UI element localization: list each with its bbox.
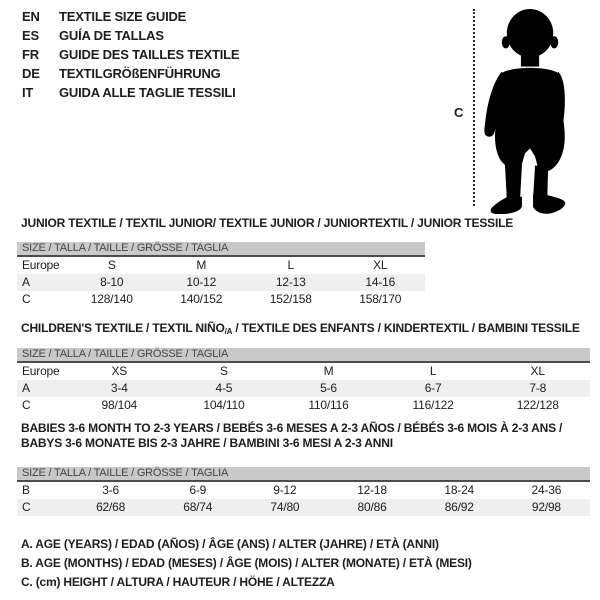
value-cell: 74/80	[270, 500, 300, 514]
table-row	[17, 291, 425, 308]
size-header-bar: SIZE / TALLA / TAILLE / GRÖSSE / TAGLIA	[17, 348, 590, 363]
value-cell: 116/122	[412, 398, 454, 412]
row-label-cell: B	[22, 483, 30, 497]
value-cell: 128/140	[90, 292, 133, 306]
language-code: DE	[22, 66, 40, 81]
value-cell: S	[107, 258, 116, 272]
babies-heading-line2: BABYS 3-6 MONATE BIS 2-3 JAHRE / BAMBINI 3-6 MESI A 2-3 ANNI	[21, 436, 393, 450]
language-title: GUIDE DES TAILLES TEXTILE	[59, 47, 240, 62]
value-cell: 9-12	[273, 483, 297, 497]
value-cell: 8-10	[100, 275, 124, 289]
language-list	[22, 7, 239, 102]
row-label-cell: C	[22, 500, 31, 514]
babies-heading-line1: BABIES 3-6 MONTH TO 2-3 YEARS / BEBÉS 3-6 MESES A 2-3 AÑOS / BÉBÉS 3-6 MOIS À 2-3 ANS /	[21, 421, 563, 435]
value-cell: 12-13	[275, 275, 306, 289]
value-cell: 152/158	[269, 292, 312, 306]
note-line: B. AGE (MONTHS) / EDAD (MESES) / ÂGE (MOIS) / ALTER (MONATE) / ETÀ (MESI)	[21, 556, 472, 570]
toddler-silhouette-image	[477, 6, 579, 214]
junior-table-body	[17, 257, 425, 308]
value-cell: 92/98	[531, 500, 561, 514]
language-code: ES	[22, 28, 39, 43]
value-cell: 24-36	[531, 483, 562, 497]
value-cell: M	[323, 364, 334, 378]
value-cell: 10-12	[186, 275, 217, 289]
size-header-bar: SIZE / TALLA / TAILLE / GRÖSSE / TAGLIA	[17, 242, 425, 257]
note-line: C. (cm) HEIGHT / ALTURA / HAUTEUR / HÖHE / ALTEZZA	[21, 575, 335, 589]
value-cell: XS	[111, 364, 128, 378]
value-cell: 62/68	[96, 500, 126, 514]
row-label-cell: A	[22, 381, 30, 395]
value-cell: 6-9	[189, 483, 207, 497]
junior-size-table	[17, 242, 425, 308]
junior-section-heading	[21, 216, 513, 231]
value-cell: XL	[530, 364, 545, 378]
value-cell: 68/74	[183, 500, 213, 514]
value-cell: 98/104	[101, 398, 138, 412]
value-cell: 14-16	[365, 275, 396, 289]
language-row	[22, 64, 239, 83]
value-cell: 110/116	[308, 398, 349, 412]
language-code: EN	[22, 9, 40, 24]
value-cell: XL	[373, 258, 388, 272]
table-row	[17, 363, 590, 380]
note-line: A. AGE (YEARS) / EDAD (AÑOS) / ÂGE (ANS) / ALTER (JAHRE) / ETÀ (ANNI)	[21, 537, 439, 551]
language-code: IT	[22, 85, 34, 100]
value-cell: 140/152	[180, 292, 223, 306]
language-title: TEXTILGRÖßENFÜHRUNG	[59, 66, 221, 81]
value-cell: 122/128	[516, 398, 559, 412]
value-cell: L	[287, 258, 294, 272]
value-cell: 6-7	[424, 381, 442, 395]
value-cell: S	[219, 364, 228, 378]
language-title: GUIDA ALLE TAGLIE TESSILI	[59, 85, 236, 100]
babies-size-table	[17, 467, 590, 516]
children-section-heading	[21, 321, 580, 339]
table-row	[17, 274, 425, 291]
value-cell: 3-6	[102, 483, 119, 497]
value-cell: 80/86	[357, 500, 387, 514]
children-size-table	[17, 348, 590, 414]
children-heading-sub: /A	[224, 327, 233, 336]
language-row	[22, 45, 239, 64]
row-label-cell: C	[22, 398, 31, 412]
value-cell: 5-6	[320, 381, 337, 395]
row-label-cell: Europe	[22, 364, 60, 378]
babies-section-heading	[21, 421, 562, 451]
table-row	[17, 499, 590, 516]
value-cell: 7-8	[529, 381, 547, 395]
language-row	[22, 83, 239, 102]
children-table-body	[17, 363, 590, 414]
value-cell: 86/92	[444, 500, 474, 514]
value-cell: 3-4	[110, 381, 128, 395]
table-row	[17, 397, 590, 414]
language-title: GUÍA DE TALLAS	[59, 28, 164, 43]
value-cell: L	[429, 364, 437, 378]
height-label: C	[454, 105, 464, 120]
language-title: TEXTILE SIZE GUIDE	[59, 9, 187, 24]
value-cell: 18-24	[444, 483, 475, 497]
row-label-cell: Europe	[22, 258, 60, 272]
height-dotted-line	[473, 9, 475, 206]
value-cell: 158/170	[359, 292, 402, 306]
legend-notes	[21, 535, 472, 592]
babies-table-body	[17, 482, 590, 516]
size-header-bar: SIZE / TALLA / TAILLE / GRÖSSE / TAGLIA	[17, 467, 590, 482]
row-label-cell: C	[22, 292, 31, 306]
junior-heading-text: JUNIOR TEXTILE / TEXTIL JUNIOR/ TEXTILE JUNIOR / JUNIORTEXTIL / JUNIOR TESSILE	[21, 216, 514, 230]
table-row	[17, 380, 590, 397]
language-row	[22, 7, 239, 26]
table-row	[17, 482, 590, 499]
language-row	[22, 26, 239, 45]
children-heading-post: / TEXTILE DES ENFANTS / KINDERTEXTIL / BAMBINI TESSILE	[232, 321, 580, 335]
value-cell: 4-5	[215, 381, 233, 395]
table-row	[17, 257, 425, 274]
value-cell: M	[196, 258, 207, 272]
language-code: FR	[22, 47, 39, 62]
row-label-cell: A	[22, 275, 30, 289]
children-heading-pre: CHILDREN'S TEXTILE / TEXTIL NIÑO	[21, 321, 225, 335]
value-cell: 12-18	[357, 483, 387, 497]
value-cell: 104/110	[203, 398, 245, 412]
